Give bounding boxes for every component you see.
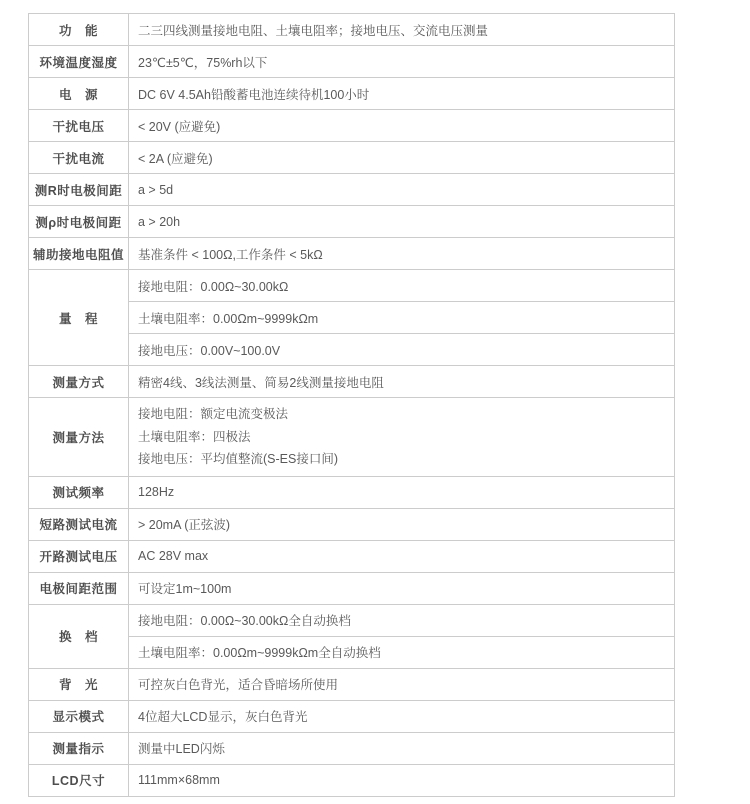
spec-value: 可设定1m~100m bbox=[129, 572, 675, 604]
spec-value: 基准条件 < 100Ω,工作条件 < 5kΩ bbox=[129, 238, 675, 270]
table-row bbox=[29, 604, 675, 636]
spec-label: 环境温度湿度 bbox=[29, 46, 129, 78]
spec-label: 电 源 bbox=[29, 78, 129, 110]
table-row bbox=[29, 142, 675, 174]
table-row bbox=[29, 174, 675, 206]
table-row bbox=[29, 668, 675, 700]
spec-label: 测试频率 bbox=[29, 476, 129, 508]
spec-label: 测量方法 bbox=[29, 398, 129, 477]
spec-label: 干扰电压 bbox=[29, 110, 129, 142]
table-row bbox=[29, 46, 675, 78]
spec-label: 测ρ时电极间距 bbox=[29, 206, 129, 238]
spec-label: 显示模式 bbox=[29, 700, 129, 732]
table-row bbox=[29, 572, 675, 604]
spec-value: 土壤电阻率：0.00Ωm~9999kΩm全自动换档 bbox=[129, 636, 675, 668]
spec-value-line: 土壤电阻率：四极法 bbox=[138, 429, 251, 444]
spec-value: 4位超大LCD显示，灰白色背光 bbox=[129, 700, 675, 732]
spec-value: DC 6V 4.5Ah铅酸蓄电池连续待机100小时 bbox=[129, 78, 675, 110]
spec-label: 背 光 bbox=[29, 668, 129, 700]
table-row bbox=[29, 78, 675, 110]
spec-value: 接地电压：0.00V~100.0V bbox=[129, 334, 675, 366]
spec-value: 二三四线测量接地电阻、土壤电阻率；接地电压、交流电压测量 bbox=[129, 14, 675, 46]
table-row bbox=[29, 366, 675, 398]
table-row bbox=[29, 270, 675, 302]
spec-label: 测量方式 bbox=[29, 366, 129, 398]
table-row bbox=[29, 732, 675, 764]
spec-label: 干扰电流 bbox=[29, 142, 129, 174]
spec-label: 测量指示 bbox=[29, 732, 129, 764]
spec-label: 功 能 bbox=[29, 14, 129, 46]
spec-table bbox=[28, 13, 675, 797]
spec-value: > 20mA (正弦波) bbox=[129, 508, 675, 540]
table-row bbox=[29, 508, 675, 540]
spec-value-line: 接地电压：平均值整流(S-ES接口间) bbox=[138, 452, 339, 466]
spec-value: 接地电阻：0.00Ω~30.00kΩ全自动换档 bbox=[129, 604, 675, 636]
spec-value: 精密4线、3线法测量、简易2线测量接地电阻 bbox=[129, 366, 675, 398]
spec-value: < 20V (应避免) bbox=[129, 110, 675, 142]
spec-label: LCD尺寸 bbox=[29, 764, 129, 796]
spec-value: 128Hz bbox=[129, 476, 675, 508]
spec-value: 土壤电阻率：0.00Ωm~9999kΩm bbox=[129, 302, 675, 334]
spec-value: 23℃±5℃，75%rh以下 bbox=[129, 46, 675, 78]
spec-value: AC 28V max bbox=[129, 540, 675, 572]
spec-sheet bbox=[28, 13, 674, 797]
table-row bbox=[29, 398, 675, 477]
spec-value: a > 5d bbox=[129, 174, 675, 206]
table-row bbox=[29, 540, 675, 572]
spec-value bbox=[129, 398, 675, 477]
spec-value: 接地电阻：0.00Ω~30.00kΩ bbox=[129, 270, 675, 302]
spec-label: 量 程 bbox=[29, 270, 129, 366]
spec-value: < 2A (应避免) bbox=[129, 142, 675, 174]
table-row bbox=[29, 14, 675, 46]
table-row bbox=[29, 238, 675, 270]
table-row bbox=[29, 110, 675, 142]
spec-value: 111mm×68mm bbox=[129, 764, 675, 796]
table-row bbox=[29, 206, 675, 238]
spec-label: 测R时电极间距 bbox=[29, 174, 129, 206]
spec-label: 开路测试电压 bbox=[29, 540, 129, 572]
spec-value: a > 20h bbox=[129, 206, 675, 238]
spec-label: 电极间距范围 bbox=[29, 572, 129, 604]
table-row bbox=[29, 476, 675, 508]
table-row bbox=[29, 700, 675, 732]
spec-label: 短路测试电流 bbox=[29, 508, 129, 540]
spec-label: 换 档 bbox=[29, 604, 129, 668]
spec-value: 可控灰白色背光，适合昏暗场所使用 bbox=[129, 668, 675, 700]
table-row bbox=[29, 764, 675, 796]
spec-table-body bbox=[29, 14, 675, 797]
spec-value-line: 接地电阻：额定电流变极法 bbox=[138, 407, 289, 421]
spec-value: 测量中LED闪烁 bbox=[129, 732, 675, 764]
spec-label: 辅助接地电阻值 bbox=[29, 238, 129, 270]
